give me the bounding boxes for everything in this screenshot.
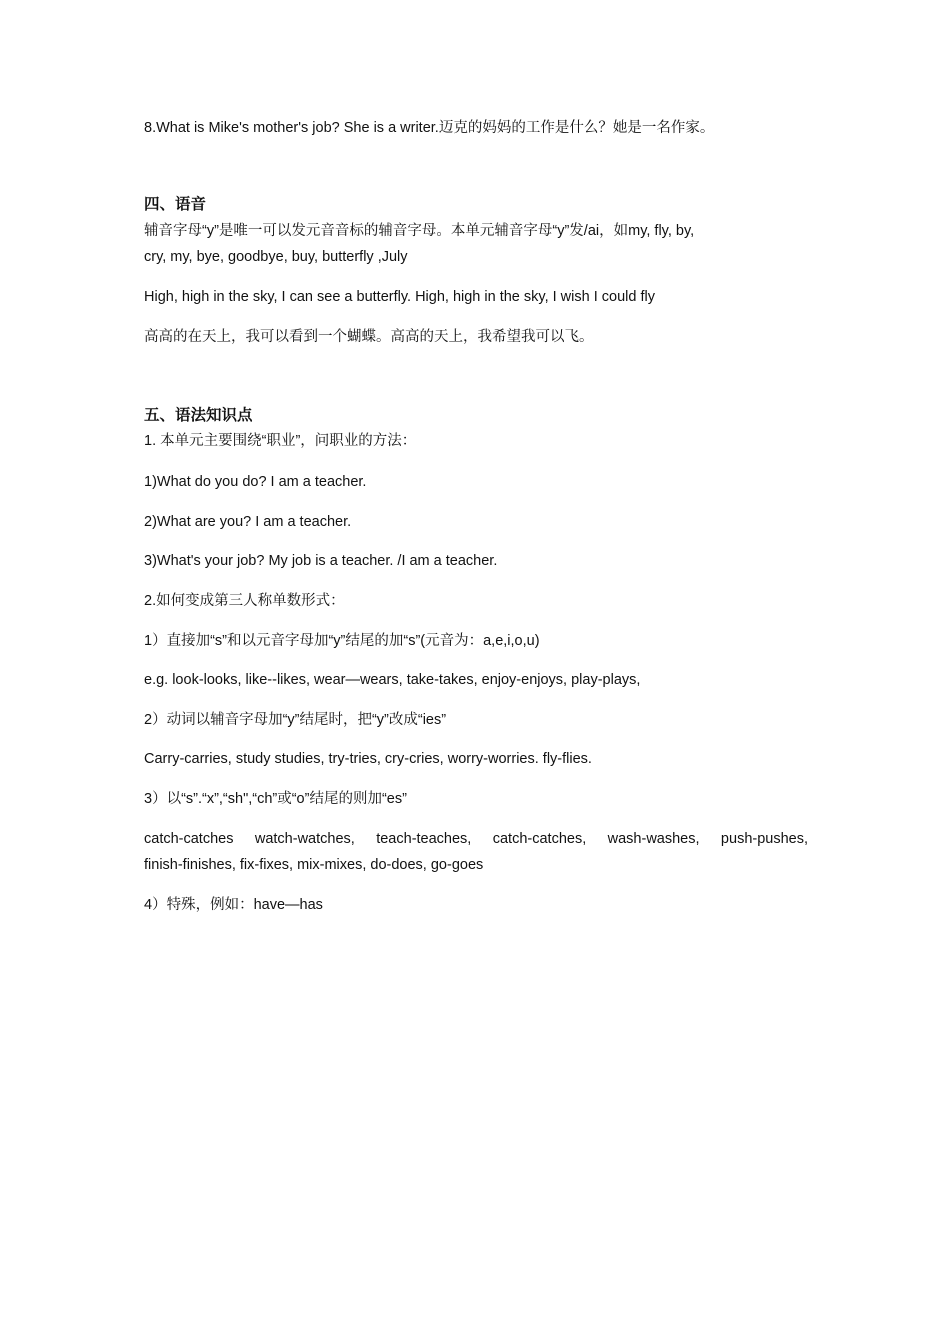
rule-3-examples-line-2: finish-finishes, fix-fixes, mix-mixes, do-does, go-goes (144, 857, 484, 873)
grammar-point-2: 2.如何变成第三人称单数形式： (144, 593, 345, 609)
section-4-heading: 四、语音 (144, 196, 207, 213)
rule-1-examples: e.g. look-looks, like--likes, wear—wears, take-takes, enjoy-enjoys, play-plays, (144, 672, 641, 688)
rule-3-examples-line-1: catch-catches watch-watches, teach-teaches, catch-catches, wash-washes, push-pushes, (144, 831, 808, 847)
rule-2: 2）动词以辅音字母加“y”结尾时，把“y”改成“ies” (144, 712, 447, 728)
rule-2-examples: Carry-carries, study studies, try-tries, cry-cries, worry-worries. fly-flies. (144, 751, 592, 767)
sentence-8: 8.What is Mike's mother's job? She is a writer.迈克的妈妈的工作是什么？她是一名作家。 (144, 120, 715, 136)
question-3: 3)What's your job? My job is a teacher. /I am a teacher. (144, 553, 498, 569)
section-5-heading: 五、语法知识点 (144, 407, 253, 424)
chant-chinese: 高高的在天上，我可以看到一个蝴蝶。高高的天上，我希望我可以飞。 (144, 329, 594, 345)
question-2: 2)What are you? I am a teacher. (144, 514, 352, 530)
rule-4: 4）特殊，例如：have—has (144, 897, 323, 913)
rule-3: 3）以“s”.“x”,“sh",“ch”或“o”结尾的则加“es” (144, 791, 407, 807)
rule-1: 1）直接加“s”和以元音字母加“y”结尾的加“s”(元音为：a,e,i,o,u) (144, 633, 540, 649)
question-1: 1)What do you do? I am a teacher. (144, 474, 367, 490)
chant-english: High, high in the sky, I can see a butterfly. High, high in the sky, I wish I could fly (144, 289, 655, 305)
phonics-paragraph-line-1: 辅音字母“y”是唯一可以发元音音标的辅音字母。本单元辅音字母“y”发/ai，如my, fly, by, (144, 223, 695, 239)
grammar-point-1: 1. 本单元主要围绕“职业”，问职业的方法： (144, 433, 417, 449)
phonics-paragraph-line-2: cry, my, bye, goodbye, buy, butterfly ,July (144, 249, 408, 265)
